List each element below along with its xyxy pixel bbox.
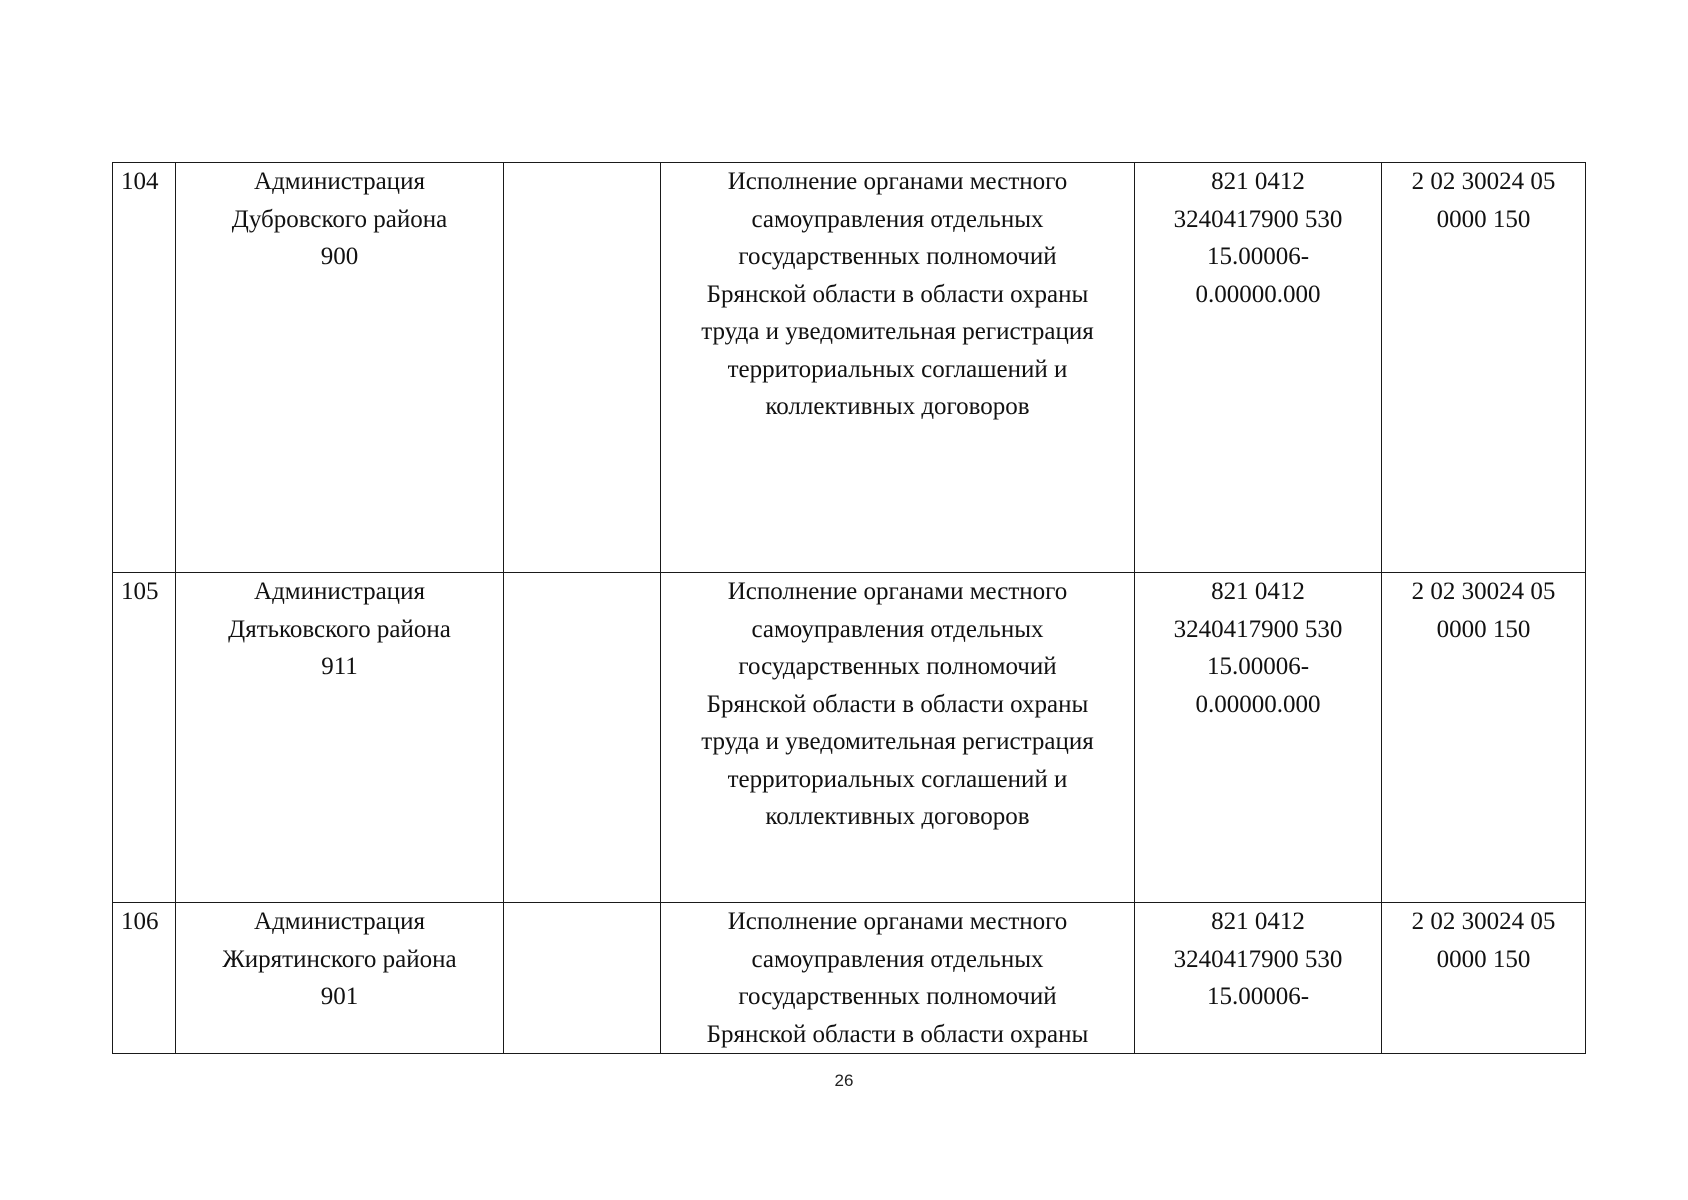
revenue-code-line: 0000 150 xyxy=(1436,205,1531,233)
budget-code-line: 15.00006- xyxy=(1206,243,1310,270)
revenue-code-line: 2 02 30024 05 xyxy=(1411,578,1556,605)
description-line: Исполнение органами местного xyxy=(727,908,1068,935)
empty-cell xyxy=(504,573,661,903)
revenue-code-line: 2 02 30024 05 xyxy=(1411,908,1556,935)
budget-code-line: 15.00006- xyxy=(1206,653,1310,680)
description-line: самоуправления отдельных xyxy=(751,945,1044,973)
description-line: коллективных договоров xyxy=(765,393,1030,420)
budget-code-line: 0.00000.000 xyxy=(1195,280,1321,308)
budget-code-line: 3240417900 530 xyxy=(1173,615,1343,643)
budget-code-line: 3240417900 530 xyxy=(1173,945,1343,973)
organization-line: Дятьковского района xyxy=(228,615,451,643)
organization-line: Администрация xyxy=(254,908,425,935)
description-line: Исполнение органами местного xyxy=(727,168,1068,195)
revenue-code-line: 0000 150 xyxy=(1436,615,1531,643)
budget-code-line: 15.00006- xyxy=(1206,983,1310,1010)
revenue-code-line: 2 02 30024 05 xyxy=(1411,168,1556,195)
organization-line: Администрация xyxy=(254,578,425,605)
budget-code-line: 3240417900 530 xyxy=(1173,205,1343,233)
budget-code-line: 821 0412 xyxy=(1211,168,1305,195)
allocation-table xyxy=(112,162,1586,1054)
table-row xyxy=(113,573,1586,903)
description-line: труда и уведомительная регистрация xyxy=(701,728,1094,755)
organization-cell xyxy=(176,903,504,1054)
organization-line: Жирятинского района xyxy=(222,945,457,973)
budget-code-line: 821 0412 xyxy=(1211,578,1305,605)
organization-cell xyxy=(176,163,504,573)
table-row xyxy=(113,903,1586,1054)
description-line: государственных полномочий xyxy=(738,243,1057,270)
description-cell xyxy=(661,903,1135,1054)
description-line: территориальных соглашений и xyxy=(727,355,1068,383)
empty-cell xyxy=(504,163,661,573)
empty-cell xyxy=(504,903,661,1054)
budget-code-cell xyxy=(1135,903,1382,1054)
revenue-code-cell xyxy=(1382,573,1586,903)
organization-line: 901 xyxy=(320,983,359,1010)
description-line: государственных полномочий xyxy=(738,653,1057,680)
description-cell xyxy=(661,163,1135,573)
budget-code-line: 0.00000.000 xyxy=(1195,690,1321,718)
page-number: 26 xyxy=(834,1071,854,1090)
organization-line: Администрация xyxy=(254,168,425,195)
description-line: Брянской области в области охраны xyxy=(706,280,1089,308)
budget-code-cell xyxy=(1135,163,1382,573)
description-line: самоуправления отдельных xyxy=(751,205,1044,233)
budget-code-cell xyxy=(1135,573,1382,903)
budget-code-line: 821 0412 xyxy=(1211,908,1305,935)
organization-cell xyxy=(176,573,504,903)
revenue-code-cell xyxy=(1382,163,1586,573)
description-line: самоуправления отдельных xyxy=(751,615,1044,643)
organization-line: Дубровского района xyxy=(231,205,448,233)
revenue-code-line: 0000 150 xyxy=(1436,945,1531,973)
revenue-code-cell xyxy=(1382,903,1586,1054)
description-line: Брянской области в области охраны xyxy=(706,1020,1089,1048)
table-row xyxy=(113,163,1586,573)
row-number-cell: 104 xyxy=(113,163,176,573)
description-line: труда и уведомительная регистрация xyxy=(701,318,1094,345)
description-line: территориальных соглашений и xyxy=(727,765,1068,793)
description-line: Исполнение органами местного xyxy=(727,578,1068,605)
description-line: Брянской области в области охраны xyxy=(706,690,1089,718)
description-line: коллективных договоров xyxy=(765,803,1030,830)
row-number-cell: 105 xyxy=(113,573,176,903)
description-cell xyxy=(661,573,1135,903)
organization-line: 900 xyxy=(320,243,359,270)
organization-line: 911 xyxy=(321,653,358,680)
description-line: государственных полномочий xyxy=(738,983,1057,1010)
row-number-cell: 106 xyxy=(113,903,176,1054)
